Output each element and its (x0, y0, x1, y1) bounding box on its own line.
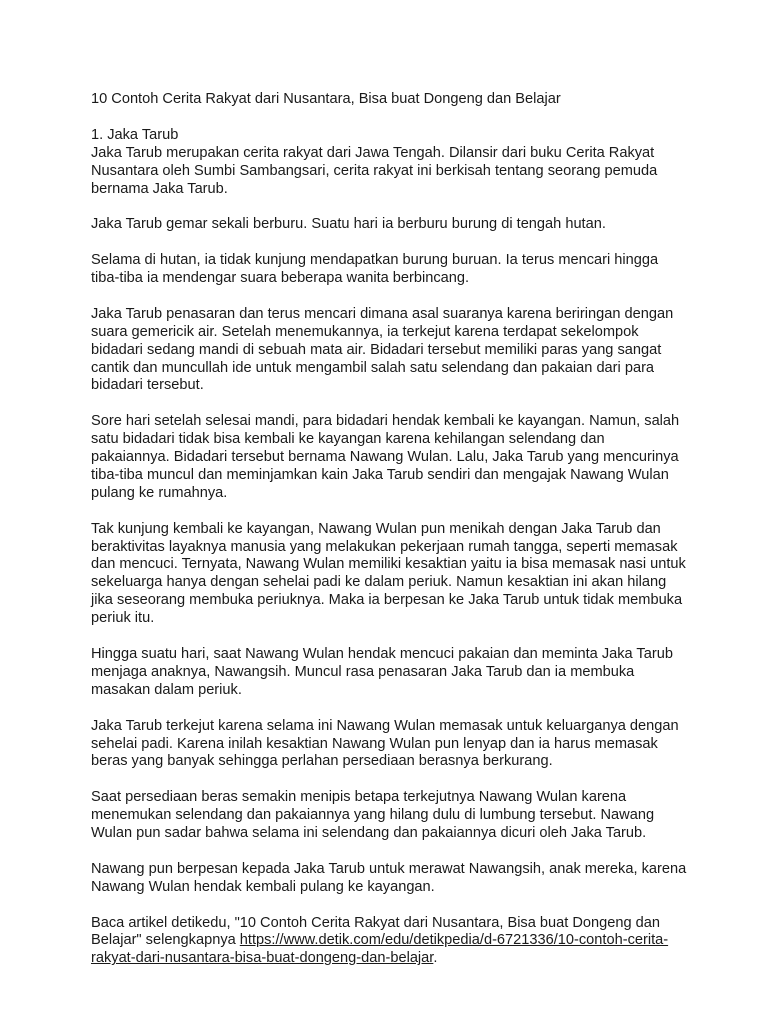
paragraph-6: Tak kunjung kembali ke kayangan, Nawang Wulan pun menikah dengan Jaka Tarub dan beraktivitas layaknya manusia yang melakukan pekerjaan rumah tangga, seperti memasak dan mencuci. Ternyata, Nawang Wulan memiliki kesaktian yaitu ia bisa memasak nasi untuk sekeluarga hanya dengan sehelai padi ke dalam periuk. Namun kesaktian ini akan hilang jika seseorang membuka periuknya. Maka ia berpesan ke Jaka Tarub untuk tidak membuka periuk itu. (91, 520, 686, 627)
source-footer (91, 915, 687, 969)
paragraph-2: Jaka Tarub gemar sekali berburu. Suatu hari ia berburu burung di tengah hutan. (91, 216, 606, 233)
source-link[interactable]: https://www.detik.com/edu/detikpedia/d-6721336/10-contoh-cerita-rakyat-dari-nusantara-bisa-buat-dongeng-dan-belajar (91, 932, 669, 967)
source-prefix: Baca artikel detikedu, "10 Contoh Cerita Rakyat dari Nusantara, Bisa buat Dongeng dan Belajar" selengkapnya (91, 914, 660, 949)
paragraph-5: Sore hari setelah selesai mandi, para bidadari hendak kembali ke kayangan. Namun, salah satu bidadari tidak bisa kembali ke kayangan karena kehilangan selendang dan pakaiannya. Bidadari tersebut bernama Nawang Wulan. Lalu, Jaka Tarub yang mencurinya tiba-tiba muncul dan meminjamkan kain Jaka Tarub sendiri dan mengajak Nawang Wulan pulang ke rumahnya. (91, 413, 680, 501)
paragraph-9: Saat persediaan beras semakin menipis betapa terkejutnya Nawang Wulan karena menemukan selendang dan pakaiannya yang hilang dulu di lumbung tersebut. Nawang Wulan pun sadar bahwa selama ini selendang dan pakaiannya dicuri oleh Jaka Tarub. (91, 789, 655, 842)
section-jaka-tarub (91, 127, 687, 199)
paragraph-7: Hingga suatu hari, saat Nawang Wulan hendak mencuci pakaian dan meminta Jaka Tarub menjaga anaknya, Nawangsih. Muncul rasa penasaran Jaka Tarub dan ia membuka masakan dalam periuk. (91, 645, 673, 698)
paragraph-4: Jaka Tarub penasaran dan terus mencari dimana asal suaranya karena beriringan dengan suara gemericik air. Setelah menemukannya, ia terkejut karena terdapat sekelompok bidadari sedang mandi di sebuah mata air. Bidadari tersebut memiliki paras yang sangat cantik dan muncullah ide untuk mengambil salah satu selendang dan pakaian dari para bidadari tersebut. (91, 305, 674, 394)
paragraph-3: Selama di hutan, ia tidak kunjung mendapatkan burung buruan. Ia terus mencari hingga tiba-tiba ia mendengar suara beberapa wanita berbincang. (91, 252, 659, 287)
paragraph-8: Jaka Tarub terkejut karena selama ini Nawang Wulan memasak untuk keluarganya dengan sehelai padi. Karena inilah kesaktian Nawang Wulan pun lenyap dan ia harus memasak beras yang banyak sehingga perlahan persediaan berasnya berkurang. (91, 717, 679, 770)
document-title: 10 Contoh Cerita Rakyat dari Nusantara, Bisa buat Dongeng dan Belajar (91, 91, 561, 107)
section-heading: 1. Jaka Tarub (91, 126, 179, 143)
source-suffix: . (433, 950, 438, 967)
paragraph-1: Jaka Tarub merupakan cerita rakyat dari Jawa Tengah. Dilansir dari buku Cerita Rakyat Nusantara oleh Sumbi Sambangsari, cerita rakyat ini berkisah tentang seorang pemuda bernama Jaka Tarub. (91, 144, 658, 197)
document-page (91, 91, 687, 986)
paragraph-10: Nawang pun berpesan kepada Jaka Tarub untuk merawat Nawangsih, anak mereka, karena Nawang Wulan hendak kembali pulang ke kayangan. (91, 860, 687, 895)
